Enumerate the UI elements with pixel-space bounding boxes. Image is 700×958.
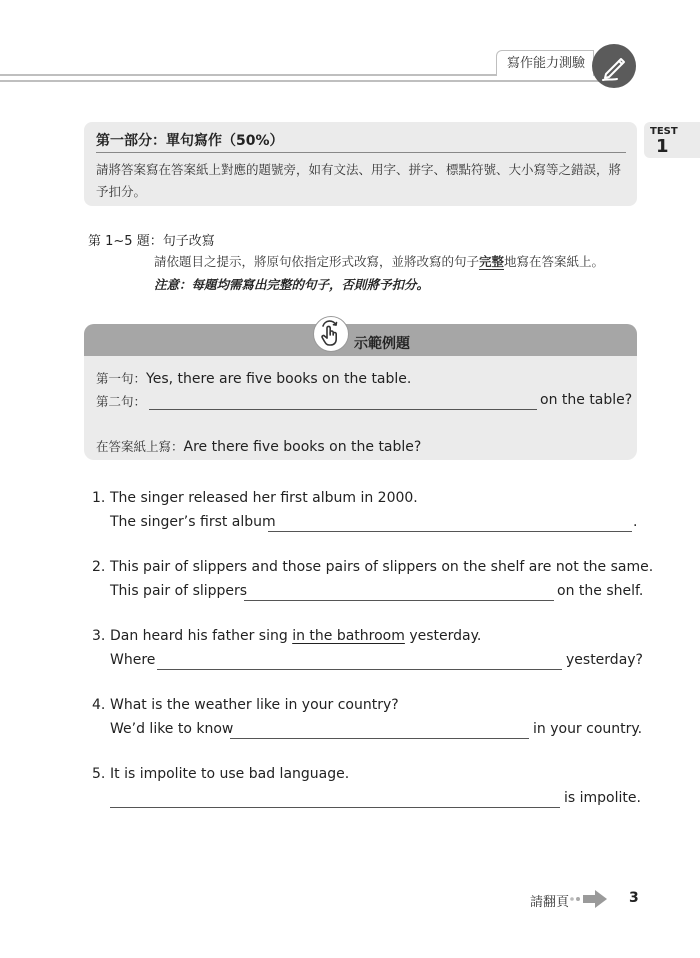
question-suffix: yesterday? [566, 652, 643, 668]
example-title: 示範例題 [354, 336, 410, 352]
example-line-2-label [96, 392, 146, 410]
header-rule [0, 80, 600, 82]
section-note: 注意：每題均需寫出完整的句子，否則將予扣分。 [154, 277, 430, 292]
example-answer-blank [149, 409, 537, 410]
question-suffix: on the shelf. [557, 583, 644, 599]
answer-blank [268, 531, 632, 532]
example-line-1-label: 第一句： [96, 371, 147, 386]
answer-blank [244, 600, 554, 601]
turn-page-label: 請翻頁 [530, 895, 570, 910]
question-prompt: This pair of slippers [110, 583, 248, 599]
question-prompt: Where [110, 652, 156, 668]
question-suffix: is impolite. [564, 790, 641, 806]
test-label: TEST [650, 126, 678, 137]
page-number: 3 [629, 890, 639, 906]
question-number: 2. [92, 559, 106, 575]
part-instructions-box [84, 122, 637, 206]
question-number: 1. [92, 490, 106, 506]
example-line-1-text: Yes, there are five books on the table. [146, 371, 412, 387]
question-sentence: It is impolite to use bad language. [110, 766, 350, 782]
answer-blank [110, 807, 560, 808]
section-instruction [154, 252, 604, 270]
part-description: 請將答案寫在答案紙上對應的題號旁，如有文法、用字、拼字、標點符號、大小寫等之錯誤，將予扣分。 [96, 162, 622, 199]
pencil-icon [592, 44, 636, 88]
arrow-right-icon [568, 888, 610, 910]
example-answer-text: Are there five books on the table? [183, 439, 422, 455]
header-title: 寫作能力測驗 [496, 50, 594, 76]
example-line-2-suffix: on the table? [540, 392, 633, 408]
question-prompt: The singer’s first album [110, 514, 276, 530]
example-answer-label: 在答案紙上寫： [96, 439, 184, 454]
header-rule [0, 74, 560, 76]
test-badge [644, 122, 700, 158]
part-title: 第一部分：單句寫作（50%） [96, 133, 284, 149]
sentence-text: Dan heard his father sing [110, 628, 293, 644]
question-suffix: . [633, 514, 638, 530]
part-divider [96, 152, 626, 153]
test-number: 1 [656, 136, 669, 157]
question-number: 4. [92, 697, 106, 713]
sentence-text: yesterday. [404, 628, 482, 644]
question-sentence: The singer released her first album in 2000. [110, 490, 418, 506]
example-line-2-label-text: 第二句： [96, 394, 147, 409]
instruction-text: 請依題目之提示，將原句依指定形式改寫，並將改寫的句子 [154, 254, 480, 269]
question-sentence: What is the weather like in your country? [110, 697, 399, 713]
question-suffix: in your country. [533, 721, 643, 737]
example-answer [96, 437, 421, 455]
tap-hand-icon [313, 316, 349, 352]
answer-blank [230, 738, 529, 739]
question-number: 5. [92, 766, 106, 782]
instruction-text: 地寫在答案紙上。 [504, 254, 605, 269]
example-line-1 [96, 369, 411, 387]
instruction-emphasis: 完整 [479, 254, 505, 269]
question-sentence: This pair of slippers and those pairs of slippers on the shelf are not the same. [110, 559, 654, 575]
question-number: 3. [92, 628, 106, 644]
section-title: 第 1~5 題：句子改寫 [88, 234, 215, 249]
underlined-phrase: in the bathroom [292, 628, 405, 644]
question-prompt: We’d like to know [110, 721, 234, 737]
question-sentence [110, 628, 481, 644]
answer-blank [157, 669, 562, 670]
